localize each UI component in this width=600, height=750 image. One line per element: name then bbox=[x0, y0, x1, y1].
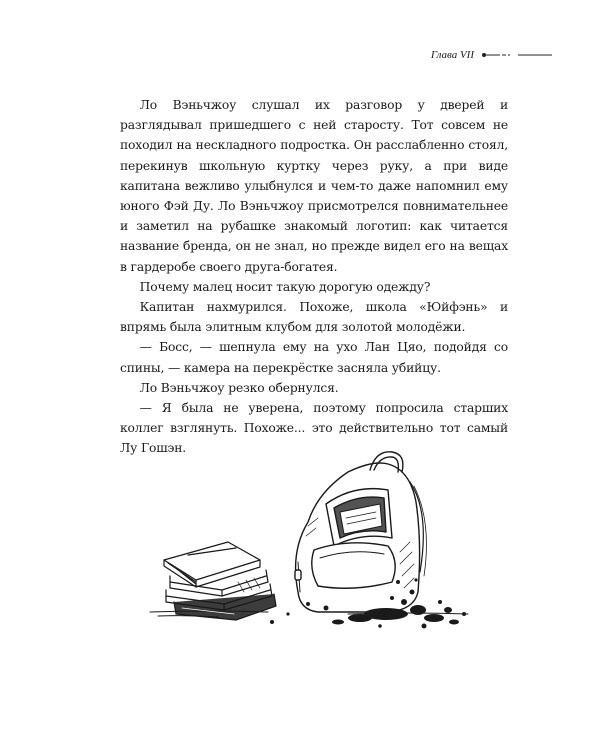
paragraph: Ло Вэньчжоу слушал их разговор у дверей и разглядывал пришедшего с ней старосту. Тот совсем не походил на нескладного подростка. Он расслабленно стоял, перекинув школьную куртку через руку, а при виде капитана вежливо улыбнулся и чем-то даже напомнил ему юного Фэй Ду. Ло Вэньчжоу присмотрелся повнимательнее и заметил на рубашке знакомый логотип: как читается название бренда, он не знал, но прежде видел его на вещах в гардеробе своего друга-богатея. bbox=[120, 98, 508, 274]
backpack-and-books-illustration bbox=[148, 442, 478, 632]
header-ornament-icon bbox=[480, 51, 552, 59]
chapter-label: Глава VII bbox=[430, 49, 474, 61]
backpack-icon bbox=[295, 452, 426, 612]
book-stack-icon bbox=[164, 542, 276, 620]
paragraph: Ло Вэньчжоу резко обернулся. bbox=[139, 380, 339, 395]
paragraph: — Я была не уверена, поэтому попросила старших коллег взглянуть. Похоже... это действительно тот самый Лу Гошэн. bbox=[120, 401, 508, 456]
paragraph: Почему малец носит такую дорогую одежду? bbox=[139, 279, 431, 294]
running-header bbox=[431, 49, 552, 61]
body-text bbox=[120, 95, 508, 459]
paragraph: Капитан нахмурился. Похоже, школа «Юйфэнь» и впрямь была элитным клубом для золотой молодёжи. bbox=[120, 300, 508, 335]
paragraph: — Босс, — шепнула ему на ухо Лан Цяо, подойдя со спины, — камера на перекрёстке засняла убийцу. bbox=[120, 340, 508, 375]
